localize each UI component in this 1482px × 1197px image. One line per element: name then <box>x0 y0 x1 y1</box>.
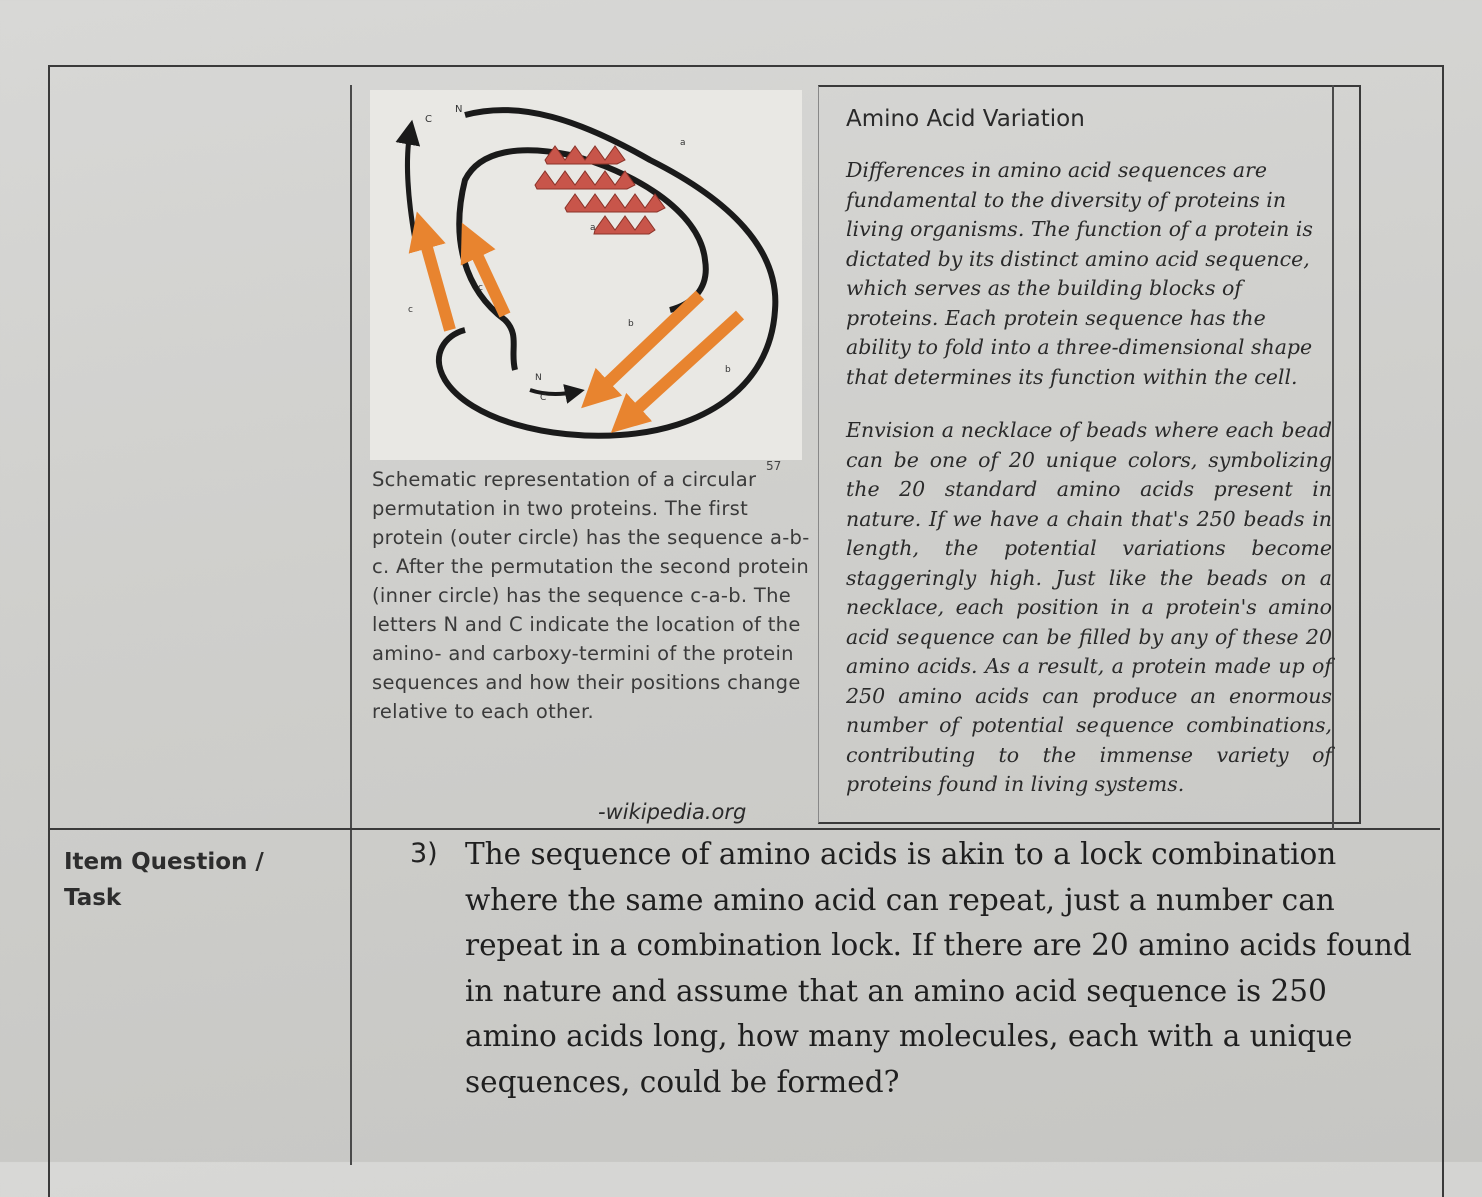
label-c-top: C <box>425 114 432 125</box>
label-c-outer: c <box>408 305 413 315</box>
item-question-label: Item Question / Task <box>64 849 264 911</box>
diagram-caption: Schematic representation of a circular permutation in two proteins. The first protein (outer circle) has the sequence a-b-c. After the permutation the second protein (inner circle) has the sequence c-a-b. The letters N and C indicate the location of the amino- and carboxy-termini of the protein sequences and how their positions change relative to each other. <box>372 468 810 723</box>
c-terminus-strand <box>408 132 415 240</box>
info-paragraph-2: Envision a necklace of beads where each bead can be one of 20 unique colors, symbolizing the 20 standard amino acids present in nature. If we have a chain that's 250 beads in length, the potential variations become staggeringly high. Just like the beads on a necklace, each position in a protein's amino acid sequence can be filled by any of these 20 amino acids. As a result, a protein made up of 250 amino acids can produce an enormous number of potential sequence combinations, contributing to the immense variety of proteins found in living systems. <box>846 418 1332 796</box>
question-number: 3) <box>410 838 438 869</box>
label-a-outer: a <box>680 138 686 148</box>
label-n-bottom: N <box>535 373 542 383</box>
row-divider <box>48 828 1440 830</box>
right-column-line <box>1332 85 1334 830</box>
label-b-outer: b <box>725 365 731 375</box>
page-mark: 57 <box>766 459 782 473</box>
label-c: c <box>478 283 483 293</box>
label-c-bottom: C <box>540 393 547 403</box>
label-n-top: N <box>455 104 463 115</box>
info-paragraph-1: Differences in amino acid sequences are fundamental to the diversity of proteins in living organisms. The function of a protein is dictated by its distinct amino acid sequence, which serves as the building blocks of proteins. Each protein sequence has the ability to fold into a three-dimensional shape that determines its function within the cell. <box>846 158 1313 389</box>
label-b: b <box>628 319 634 329</box>
label-a: a <box>590 223 596 233</box>
orange-arrow-left <box>422 230 450 330</box>
caption-source: -wikipedia.org <box>598 800 747 824</box>
column-divider <box>350 85 352 1165</box>
n-terminus-strand <box>530 390 575 394</box>
circular-permutation-diagram <box>370 90 802 460</box>
info-title: Amino Acid Variation <box>846 106 1085 132</box>
question-text: The sequence of amino acids is akin to a lock combination where the same amino acid can repeat, just a number can repeat in a combination lock. If there are 20 amino acids found in nature and assume that an amino acid sequence is 250 amino acids long, how many molecules, each with a unique sequences, could be formed? <box>465 837 1412 1099</box>
orange-arrow-inner-diag <box>595 295 700 395</box>
